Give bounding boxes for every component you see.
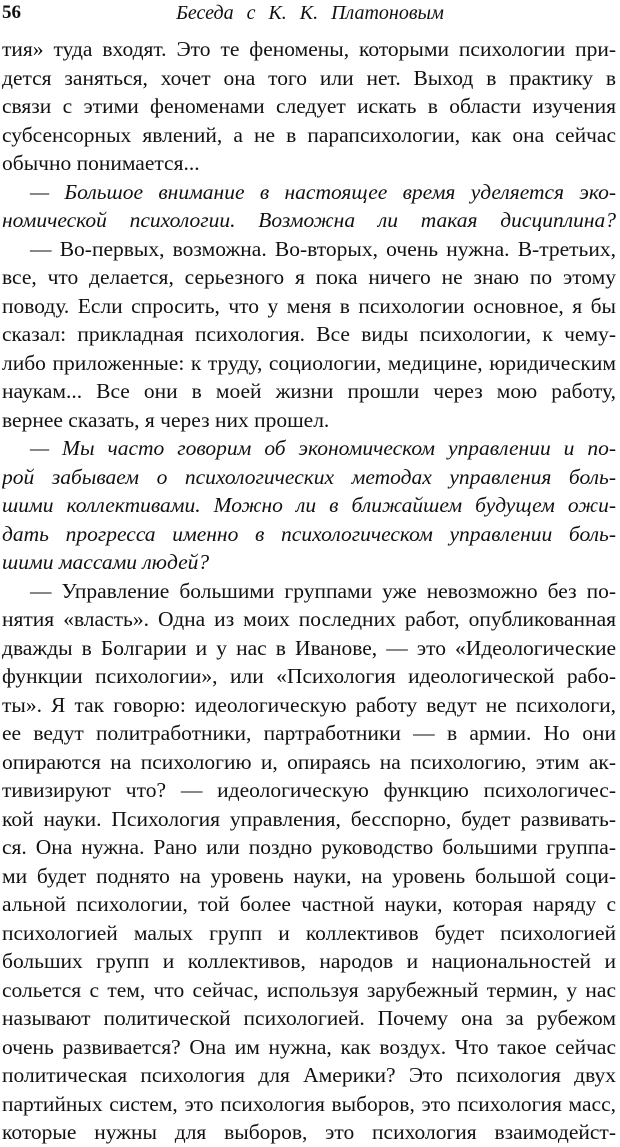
page-number: 56 — [2, 2, 21, 23]
text-line: — Во-первых, возможна. Во-вторых, очень нужна. В-третьих, — [30, 236, 616, 261]
text-line: альной психологии, той более частной науки, которая наряду с — [2, 892, 616, 916]
text-line: очень развивается? Она им нужна, как воздух. Что такое сейчас — [2, 1034, 616, 1059]
text-line: номической психологии. Возможна ли такая дисциплина? — [2, 208, 616, 232]
text-line: либо приложенные: к труду, социологии, медицине, юридическим — [2, 350, 616, 375]
text-line: политическая психология для Америки? Это психология двух — [2, 1063, 616, 1087]
text-line: которые нужны для выборов, это психология взаимодейст- — [2, 1120, 616, 1144]
text-line: ее ведут политработники, партработники — в армии. Но они — [2, 721, 616, 745]
text-line: ты». Я так говорю: идеологическую работу ведут не психологи, — [2, 692, 616, 717]
text-line: — Большое внимание в настоящее время уделяется эко- — [30, 179, 616, 204]
text-line: сольется с тем, что сейчас, используя зарубежный термин, у нас — [2, 977, 616, 1002]
body-text — [2, 35, 616, 1147]
text-line: ся. Она нужна. Рано или поздно руководство большими группа- — [2, 835, 616, 859]
text-line: тия» туда входят. Это те феномены, которыми психологии при- — [2, 37, 616, 61]
text-line: дется заняться, хочет она того или нет. Выход в практику в — [2, 65, 616, 90]
text-line: называют политической психологией. Почему она за рубежом — [2, 1006, 616, 1030]
text-line: наукам... Все они в моей жизни прошли через мою работу, — [2, 379, 616, 403]
text-line: ми будет поднято на уровень науки, на уровень большой соци- — [2, 863, 616, 888]
text-line: психологией малых групп и коллективов будет психологией — [2, 920, 616, 945]
text-line: больших групп и коллективов, народов и национальностей и — [2, 949, 616, 973]
running-title: Беседа с К. К. Платоновым — [176, 2, 444, 24]
text-line: дать прогресса именно в психологическом управлении боль- — [2, 521, 616, 546]
text-line: функции психологии», или «Психология идеологической рабо- — [2, 664, 616, 688]
text-line: — Управление большими группами уже невозможно без по- — [30, 578, 616, 603]
page-header — [0, 2, 620, 28]
text-line: нятия «власть». Одна из моих последних работ, опубликованная — [2, 607, 616, 631]
text-line: дважды в Болгарии и у нас в Иванове, — это «Идеологические — [2, 635, 616, 660]
text-line: шими коллективами. Можно ли в ближайшем будущем ожи- — [2, 493, 616, 517]
text-line: тивизируют что? — идеологическую функцию психологичес- — [2, 778, 616, 802]
text-line: поводу. Если спросить, что у меня в психологии основное, я бы — [2, 293, 616, 318]
text-line: связи с этими феноменами следует искать в области изучения — [2, 94, 616, 118]
text-line: сказал: прикладная психология. Все виды психологии, к чему- — [2, 322, 616, 346]
text-line: вернее сказать, я через них прошел. — [2, 407, 330, 432]
text-line: все, что делается, серьезного я пока ничего не знаю по этому — [2, 265, 616, 289]
text-line: обычно понимается... — [2, 151, 200, 175]
text-line: кой науки. Психология управления, бесспорно, будет развивать- — [2, 806, 616, 831]
text-line: рой забываем о психологических методах управления боль- — [2, 464, 616, 489]
text-line: опираются на психологию и, опираясь на психологию, этим ак- — [2, 749, 616, 774]
text-line: партийных систем, это психология выборов, это психология масс, — [2, 1091, 616, 1116]
text-line: — Мы часто говорим об экономическом управлении и по- — [30, 436, 616, 460]
text-line: шими массами людей? — [2, 550, 210, 574]
text-line: субсенсорных явлений, а не в парапсихологии, как она сейчас — [2, 122, 616, 147]
